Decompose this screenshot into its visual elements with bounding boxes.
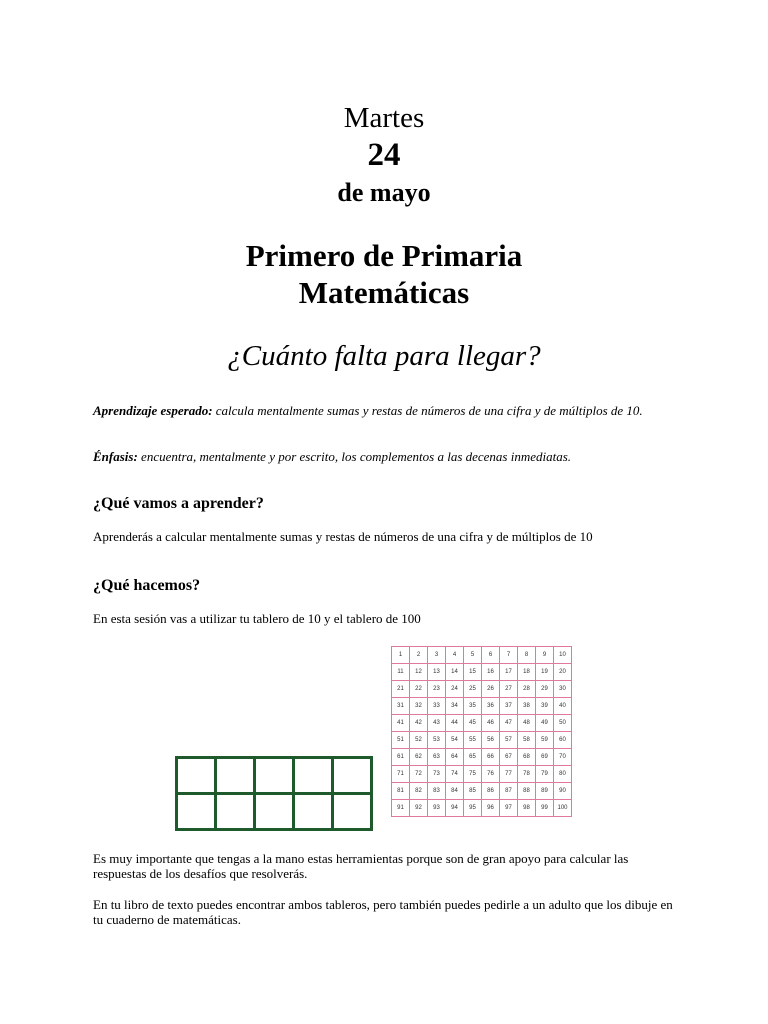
hundred-board-cell: 2 xyxy=(410,647,428,664)
ten-frame-cell xyxy=(294,794,333,830)
hundred-board-cell: 56 xyxy=(482,732,500,749)
hundred-board-cell: 50 xyxy=(554,715,572,732)
hundred-board-cell: 42 xyxy=(410,715,428,732)
ten-frame-cell xyxy=(177,758,216,794)
hundred-board-cell: 47 xyxy=(500,715,518,732)
hundred-board-cell: 28 xyxy=(518,681,536,698)
hundred-board-cell: 66 xyxy=(482,749,500,766)
hundred-board-cell: 60 xyxy=(554,732,572,749)
hundred-board-cell: 90 xyxy=(554,783,572,800)
hundred-board-cell: 9 xyxy=(536,647,554,664)
hundred-board-cell: 23 xyxy=(428,681,446,698)
day-name: Martes xyxy=(343,102,425,134)
section-do-text: En esta sesión vas a utilizar tu tablero de 10 y el tablero de 100 xyxy=(93,611,421,626)
hundred-board-cell: 92 xyxy=(410,800,428,817)
ten-frame-cell xyxy=(177,794,216,830)
hundred-board-cell: 30 xyxy=(554,681,572,698)
section-learn-text: Aprenderás a calcular mentalmente sumas y restas de números de una cifra y de múltiplos de 10 xyxy=(93,529,593,544)
hundred-board-cell: 48 xyxy=(518,715,536,732)
ten-frame-cell xyxy=(255,758,294,794)
hundred-board-cell: 59 xyxy=(536,732,554,749)
hundred-board-row xyxy=(392,681,572,698)
hundred-board-cell: 20 xyxy=(554,664,572,681)
hundred-board-cell: 62 xyxy=(410,749,428,766)
hundred-board-cell: 95 xyxy=(464,800,482,817)
hundred-board-cell: 51 xyxy=(392,732,410,749)
hundred-board-cell: 40 xyxy=(554,698,572,715)
hundred-board-cell: 38 xyxy=(518,698,536,715)
hundred-board-cell: 25 xyxy=(464,681,482,698)
hundred-board-cell: 61 xyxy=(392,749,410,766)
hundred-board-cell: 88 xyxy=(518,783,536,800)
enfasis-label: Énfasis: xyxy=(93,449,138,464)
hundred-board-cell: 22 xyxy=(410,681,428,698)
hundred-board-cell: 54 xyxy=(446,732,464,749)
hundred-board-cell: 24 xyxy=(446,681,464,698)
ten-frame-row xyxy=(177,758,372,794)
hundred-board-row xyxy=(392,732,572,749)
hundred-board-cell: 89 xyxy=(536,783,554,800)
hundred-board-cell: 21 xyxy=(392,681,410,698)
hundred-board-row xyxy=(392,749,572,766)
hundred-board-cell: 65 xyxy=(464,749,482,766)
aprendizaje-paragraph xyxy=(93,403,678,418)
hundred-board-cell: 44 xyxy=(446,715,464,732)
ten-frame-cell xyxy=(216,758,255,794)
hundred-board-cell: 49 xyxy=(536,715,554,732)
textbook-paragraph: En tu libro de texto puedes encontrar ambos tableros, pero también puedes pedirle a un adulto que los dibuje en tu cuaderno de matemáticas. xyxy=(93,897,673,927)
enfasis-paragraph xyxy=(93,449,678,464)
hundred-board-cell: 17 xyxy=(500,664,518,681)
section-do-heading: ¿Qué hacemos? xyxy=(93,577,201,594)
hundred-board-cell: 36 xyxy=(482,698,500,715)
ten-frame-cell xyxy=(255,794,294,830)
ten-frame-cell xyxy=(333,758,372,794)
hundred-board-cell: 87 xyxy=(500,783,518,800)
hundred-board-cell: 34 xyxy=(446,698,464,715)
hundred-board-cell: 91 xyxy=(392,800,410,817)
hundred-board-cell: 78 xyxy=(518,766,536,783)
hundred-board-cell: 39 xyxy=(536,698,554,715)
hundred-board-cell: 41 xyxy=(392,715,410,732)
subject-title: Matemáticas xyxy=(298,275,470,310)
hundred-board-cell: 46 xyxy=(482,715,500,732)
hundred-board-cell: 98 xyxy=(518,800,536,817)
hundred-board-cell: 31 xyxy=(392,698,410,715)
hundred-board-cell: 86 xyxy=(482,783,500,800)
hundred-board-cell: 15 xyxy=(464,664,482,681)
hundred-board-cell: 1 xyxy=(392,647,410,664)
ten-frame-cell xyxy=(216,794,255,830)
hundred-board-cell: 73 xyxy=(428,766,446,783)
hundred-board-cell: 33 xyxy=(428,698,446,715)
ten-frame xyxy=(175,756,373,831)
hundred-board-cell: 45 xyxy=(464,715,482,732)
grade-title: Primero de Primaria xyxy=(245,238,523,273)
hundred-board-cell: 26 xyxy=(482,681,500,698)
hundred-board-cell: 13 xyxy=(428,664,446,681)
hundred-board-cell: 68 xyxy=(518,749,536,766)
hundred-board-cell: 85 xyxy=(464,783,482,800)
enfasis-text: encuentra, mentalmente y por escrito, los complementos a las decenas inmediatas. xyxy=(137,449,572,464)
hundred-board-cell: 43 xyxy=(428,715,446,732)
hundred-board-cell: 77 xyxy=(500,766,518,783)
hundred-board-cell: 37 xyxy=(500,698,518,715)
hundred-board-cell: 71 xyxy=(392,766,410,783)
hundred-board-cell: 96 xyxy=(482,800,500,817)
hundred-board-row xyxy=(392,698,572,715)
aprendizaje-text: calcula mentalmente sumas y restas de números de una cifra y de múltiplos de 10. xyxy=(212,403,643,418)
hundred-board-cell: 79 xyxy=(536,766,554,783)
ten-frame-cell xyxy=(333,794,372,830)
hundred-board-cell: 57 xyxy=(500,732,518,749)
hundred-board-cell: 84 xyxy=(446,783,464,800)
hundred-board-cell: 67 xyxy=(500,749,518,766)
hundred-board-cell: 16 xyxy=(482,664,500,681)
hundred-board-cell: 97 xyxy=(500,800,518,817)
hundred-board-cell: 75 xyxy=(464,766,482,783)
hundred-board-cell: 99 xyxy=(536,800,554,817)
hundred-board-cell: 69 xyxy=(536,749,554,766)
hundred-board-cell: 27 xyxy=(500,681,518,698)
hundred-board-row xyxy=(392,800,572,817)
hundred-board-cell: 19 xyxy=(536,664,554,681)
hundred-board-cell: 8 xyxy=(518,647,536,664)
hundred-board-cell: 35 xyxy=(464,698,482,715)
hundred-board-cell: 32 xyxy=(410,698,428,715)
day-number: 24 xyxy=(367,137,401,173)
hundred-board-cell: 58 xyxy=(518,732,536,749)
hundred-board-cell: 55 xyxy=(464,732,482,749)
hundred-board-cell: 74 xyxy=(446,766,464,783)
hundred-board-cell: 11 xyxy=(392,664,410,681)
hundred-board-row xyxy=(392,766,572,783)
important-paragraph: Es muy importante que tengas a la mano estas herramientas porque son de gran apoyo para calcular las respuestas de los desafíos que resolverás. xyxy=(93,851,629,881)
hundred-board-cell: 80 xyxy=(554,766,572,783)
hundred-board-cell: 3 xyxy=(428,647,446,664)
ten-frame-row xyxy=(177,794,372,830)
hundred-board-cell: 53 xyxy=(428,732,446,749)
hundred-board-cell: 5 xyxy=(464,647,482,664)
hundred-board-cell: 81 xyxy=(392,783,410,800)
hundred-board-cell: 94 xyxy=(446,800,464,817)
hundred-board-cell: 64 xyxy=(446,749,464,766)
hundred-board-row xyxy=(392,664,572,681)
hundred-board-cell: 72 xyxy=(410,766,428,783)
hundred-board-row xyxy=(392,647,572,664)
hundred-board-cell: 4 xyxy=(446,647,464,664)
hundred-board-cell: 18 xyxy=(518,664,536,681)
hundred-board-cell: 10 xyxy=(554,647,572,664)
hundred-board-cell: 100 xyxy=(554,800,572,817)
hundred-board-cell: 83 xyxy=(428,783,446,800)
hundred-board-cell: 82 xyxy=(410,783,428,800)
hundred-board-cell: 29 xyxy=(536,681,554,698)
hundred-board-row xyxy=(392,783,572,800)
hundred-board-cell: 93 xyxy=(428,800,446,817)
hundred-board-cell: 76 xyxy=(482,766,500,783)
ten-frame-cell xyxy=(294,758,333,794)
hundred-board-cell: 7 xyxy=(500,647,518,664)
hundred-board-cell: 12 xyxy=(410,664,428,681)
month: de mayo xyxy=(337,178,431,207)
hundred-board-cell: 70 xyxy=(554,749,572,766)
lesson-title: ¿Cuánto falta para llegar? xyxy=(227,340,541,372)
hundred-board xyxy=(391,646,572,817)
hundred-board-cell: 52 xyxy=(410,732,428,749)
section-learn-heading: ¿Qué vamos a aprender? xyxy=(93,495,264,512)
hundred-board-cell: 14 xyxy=(446,664,464,681)
hundred-board-cell: 63 xyxy=(428,749,446,766)
aprendizaje-label: Aprendizaje esperado: xyxy=(93,403,213,418)
hundred-board-cell: 6 xyxy=(482,647,500,664)
hundred-board-row xyxy=(392,715,572,732)
